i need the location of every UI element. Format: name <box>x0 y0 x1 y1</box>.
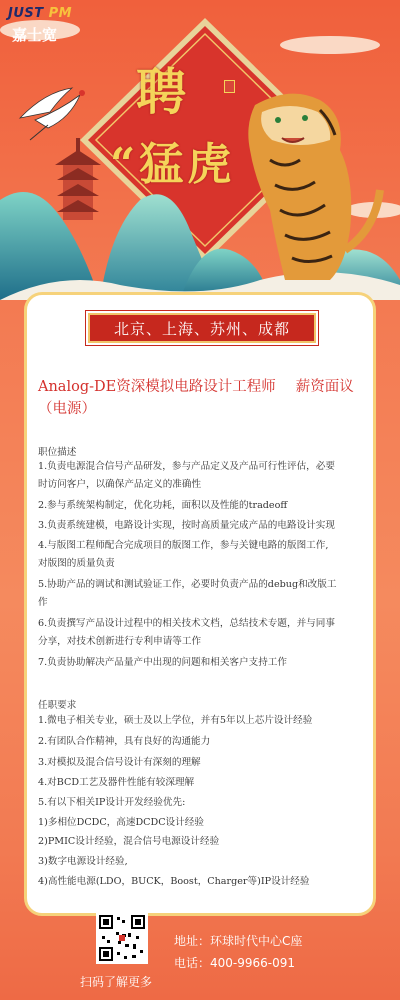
description-line: 4.与版图工程师配合完成项目的版图工作，参与关键电路的版图工作, <box>38 540 329 551</box>
seal-stamp <box>224 80 235 93</box>
requirement-line: 5.有以下相关IP设计开发经验优先: <box>38 797 186 808</box>
requirement-line: 2)PMIC设计经验，混合信号电源设计经验 <box>38 836 220 847</box>
description-line: 1.负责电源混合信号产品研发，参与产品定义及产品可行性评估，必要 <box>38 461 335 472</box>
job-title-text: Analog-DE资深模拟电路设计工程师 <box>38 379 276 395</box>
address-text: 地址：环球时代中心C座 <box>174 934 303 948</box>
logo-text-top: JUST <box>8 6 44 21</box>
requirement-line: 3.对模拟及混合信号设计有深刻的理解 <box>38 757 201 768</box>
hero-title-big: 聘 <box>136 62 186 121</box>
requirement-line: 3)数字电源设计经验, <box>38 856 128 867</box>
requirement-line: 4)高性能电源(LDO，BUCK，Boost，Charger等)IP设计经验 <box>38 876 310 887</box>
company-logo <box>6 6 86 50</box>
requirement-line: 1.微电子相关专业，硕士及以上学位，并有5年以上芯片设计经验 <box>38 715 313 726</box>
requirement-line: 2.有团队合作精神，具有良好的沟通能力 <box>38 736 211 747</box>
phone-text: 电话：400-9966-091 <box>174 956 296 970</box>
requirements-heading: 任职要求 <box>38 700 77 711</box>
description-line: 5.协助产品的调试和测试验证工作，必要时负责产品的debug和改版工 <box>38 579 337 590</box>
job-title <box>38 376 368 420</box>
cities-banner <box>88 313 316 343</box>
qr-code[interactable] <box>96 912 148 964</box>
description-line: 分享，对技术创新进行专利申请等工作 <box>38 636 202 647</box>
scan-to-learn-more: 扫码了解更多 <box>80 975 153 989</box>
logo-text-accent: PM <box>48 6 73 21</box>
description-line: 2.参与系统架构制定，优化功耗，面积以及性能的tradeoff <box>38 500 288 511</box>
description-line: 时访问客户，以确保产品定义的准确性 <box>38 479 202 490</box>
logo-text-bottom: 嘉士宽 <box>12 26 58 44</box>
hero-title-small: “猛虎 <box>110 139 236 190</box>
qr-code-icon <box>98 914 146 962</box>
cities-text: 北京、上海、苏州、成都 <box>113 319 290 338</box>
requirement-line: 1)多相位DCDC，高速DCDC设计经验 <box>38 817 204 828</box>
description-line: 作 <box>38 597 48 608</box>
job-subtitle: （电源） <box>38 401 96 417</box>
description-line: 7.负责协助解决产品量产中出现的问题和相关客户支持工作 <box>38 657 287 668</box>
salary-text: 薪资面议 <box>295 379 354 395</box>
description-line: 对版图的质量负责 <box>38 558 115 569</box>
crane-icon <box>20 88 85 140</box>
description-line: 3.负责系统建模，电路设计实现，按时高质量完成产品的电路设计实现 <box>38 520 335 531</box>
requirement-line: 4.对BCD工艺及器件性能有较深理解 <box>38 777 195 788</box>
description-line: 6.负责撰写产品设计过程中的相关技术文档，总结技术专题，并与同事 <box>38 618 335 629</box>
description-heading: 职位描述 <box>38 447 77 458</box>
